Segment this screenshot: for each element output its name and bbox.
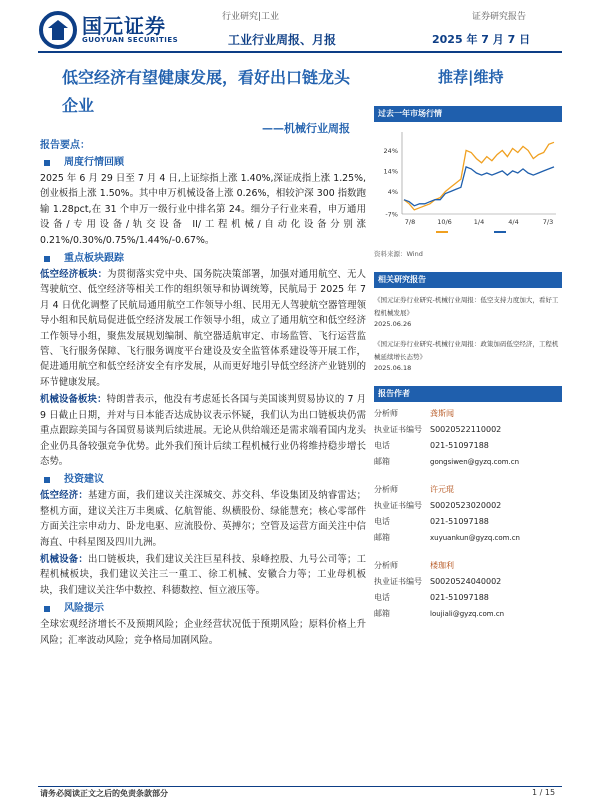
square-bullet-icon: [44, 256, 50, 262]
analysts-title: 报告作者: [374, 386, 562, 402]
y-tick-label: 4%: [387, 187, 398, 196]
analyst-card: [374, 406, 562, 482]
paragraph-label: 机械设备：: [40, 553, 88, 565]
analyst-license: S0020524040002: [430, 577, 502, 586]
section-heading-tracking: [40, 250, 366, 267]
analyst-name: 许元琨: [430, 485, 454, 494]
square-bullet-icon: [44, 477, 50, 483]
analyst-card: [374, 558, 562, 634]
paragraph-text: 基建方面，我们建议关注深城交、苏交科、华设集团及纳睿雷达；整机方面，建议关注万丰奥威、亿航智能、纵横股份、绿能慧充；核心零部件方面关注宗申动力、卧龙电驱、应流股份、英搏尔；空管及运营方面关注中信海直、中科星图及四川九洲。: [40, 490, 366, 548]
license-label: 执业证书编号: [374, 425, 422, 434]
analyst-email[interactable]: gongsiwen@gyzq.com.cn: [430, 458, 520, 466]
related-research-title: 相关研究报告: [374, 272, 562, 288]
machinery-paragraph: [40, 392, 366, 469]
phone-label: 电话: [374, 593, 390, 602]
x-tick-label: 1/4: [473, 218, 485, 226]
license-label: 执业证书编号: [374, 501, 422, 510]
x-tick-label: 4/4: [508, 218, 519, 226]
page-number: 1 / 15: [532, 788, 556, 797]
paragraph-text: 特朗普表示，他没有考虑延长各国与美国谈判贸易协议的 7 月 9 日截止日期，并对与日本能否达成协议表示怀疑，我们认为出口链板块仍需重点跟踪美国与各国贸易谈判后续进展。无论从供给端还是需求端看国内龙头企业仍具备较强竞争优势。此外我们预计后续工程机械行业仍将维持稳步增长态势。: [40, 394, 366, 467]
paragraph-label: 机械设备板块：: [40, 394, 107, 406]
paragraph-text: 为贯彻落实党中央、国务院决策部署，加强对通用航空、无人驾驶航空、低空经济等相关工作的组织领导和协调统筹，民航局于 2025 年 7 月 4 日优化调整了民航局通用航空工作领导小组、民用无人驾驶航空器管理领导小组和民航局促进低空经济发展工作领导小组，成立了通用航空和低空经济工作领导小组，聚焦发展规划编制、航空器适航审定、市场监管、飞行运营监管、飞行服务保障、飞行服务调度平台建设及安全监管体系建设等开展工作，促进通用航空和低空经济安全有序发展，从而更好地引导低空经济产业链别的环节健康发展。: [40, 269, 366, 388]
analyst-label: 分析师: [374, 561, 398, 570]
related-research-item[interactable]: [374, 338, 562, 372]
analyst-label: 分析师: [374, 409, 398, 418]
email-label: 邮箱: [374, 457, 390, 466]
logo-mark-icon: [38, 10, 78, 50]
series-line: [404, 142, 554, 210]
report-title: 低空经济有望健康发展，看好出口链龙头企业: [62, 68, 351, 115]
section-heading-text: 风险提示: [64, 603, 104, 615]
advice-low-altitude-paragraph: [40, 488, 366, 550]
low-altitude-paragraph: [40, 267, 366, 390]
email-label: 邮箱: [374, 609, 390, 618]
rating-badge: 推荐|维持: [438, 68, 504, 86]
related-research-date: 2025.06.26: [374, 320, 412, 328]
section-heading-text: 投资建议: [64, 474, 104, 486]
report-series: 工业行业周报、月报: [228, 33, 337, 47]
analyst-phone: 021-51097188: [430, 593, 489, 602]
chart-panel-title: 过去一年市场行情: [374, 106, 562, 122]
guoyuan-logo: [38, 10, 208, 50]
report-category: 证券研究报告: [472, 12, 527, 22]
sidebar: [374, 106, 562, 618]
analyst-email[interactable]: xuyuankun@gyzq.com.cn: [430, 534, 520, 542]
risk-paragraph: 全球宏观经济增长不及预期风险；企业经营状况低于预期风险；原料价格上升风险；汇率波动风险；竞争格局加剧风险。: [40, 619, 366, 646]
x-tick-label: 10/6: [437, 218, 452, 226]
advice-machinery-paragraph: [40, 552, 366, 598]
related-research-list: [374, 288, 562, 372]
phone-label: 电话: [374, 517, 390, 526]
y-tick-label: -7%: [385, 210, 398, 219]
section-heading-advice: [40, 471, 366, 488]
y-tick-label: 14%: [383, 167, 398, 176]
analyst-name: 楼珈利: [430, 561, 454, 570]
y-tick-label: 24%: [383, 146, 398, 155]
header-divider: [38, 51, 562, 53]
report-date: 2025 年 7 月 7 日: [432, 33, 531, 46]
analyst-license: S0020522110002: [430, 425, 502, 434]
analyst-phone: 021-51097188: [430, 517, 489, 526]
page-header: [0, 0, 600, 56]
analyst-license: S0020523020002: [430, 501, 502, 510]
paragraph-text: 出口链板块，我们建议关注巨星科技、泉峰控股、九号公司等；工程机械板块，我们建议关注三一重工、徐工机械、安徽合力等；工业母机板块，我们建议关注华中数控、科德数控、恒立液压等。: [40, 553, 366, 596]
logo-subtext: GUOYUAN SECURITIES: [82, 36, 179, 44]
analyst-phone: 021-51097188: [430, 441, 489, 450]
related-research-date: 2025.06.18: [374, 364, 412, 372]
chart-source: 资料来源：Wind: [374, 250, 423, 258]
analyst-name: 龚斯闻: [430, 409, 454, 418]
section-heading-review: [40, 154, 366, 171]
phone-label: 电话: [374, 441, 390, 450]
report-subtitle: ——机械行业周报: [262, 122, 350, 135]
x-tick-label: 7/8: [404, 218, 416, 226]
market-chart: [374, 122, 562, 246]
x-tick-label: 7/3: [542, 218, 554, 226]
square-bullet-icon: [44, 606, 50, 612]
section-heading-text: 重点板块跟踪: [64, 253, 124, 265]
key-points-label: 报告要点：: [40, 140, 90, 151]
square-bullet-icon: [44, 160, 50, 166]
analyst-email[interactable]: loujiali@gyzq.com.cn: [430, 610, 505, 618]
footer-divider: [38, 786, 562, 787]
analysts-section: [374, 386, 562, 634]
related-research-text: 《国元证券行业研究-机械行业周报：低空支持力度加大，看好工程机械发展》: [374, 296, 559, 317]
section-heading-text: 周度行情回顾: [64, 157, 124, 168]
footer-disclaimer: 请务必阅读正文之后的免责条款部分: [40, 789, 168, 798]
logo-text: 国元证券: [82, 14, 166, 38]
analyst-card: [374, 482, 562, 558]
paragraph-label: 低空经济：: [40, 490, 88, 502]
market-performance-chart: [374, 122, 562, 246]
report-type: 行业研究|工业: [222, 12, 280, 22]
related-research-item[interactable]: [374, 294, 562, 328]
main-content: [40, 138, 366, 648]
email-label: 邮箱: [374, 533, 390, 542]
license-label: 执业证书编号: [374, 577, 422, 586]
series-line: [404, 167, 554, 206]
paragraph-label: 低空经济板块：: [40, 269, 108, 281]
weekly-review-paragraph: 2025 年 6 月 29 日至 7 月 4 日,上证综指上涨 1.40%,深证成指上涨 1.25%,创业板指上涨 1.50%。其中申万机械设备上涨 0.26%，相较沪深 300 指数跑输 1.28pct,在 31 个申万一级行业中排名第 24。细分子行业来看，申万通用设备/专用设备/轨交设备 II/工程机械/自动化设备分别涨 0.21%/0.30%/0.75%/1.44%/-0.67%。: [40, 173, 366, 246]
analyst-label: 分析师: [374, 485, 398, 494]
section-heading-risk: [40, 600, 366, 617]
related-research-text: 《国元证券行业研究-机械行业周报：政策加码低空经济，工程机械延续增长态势》: [374, 340, 559, 361]
